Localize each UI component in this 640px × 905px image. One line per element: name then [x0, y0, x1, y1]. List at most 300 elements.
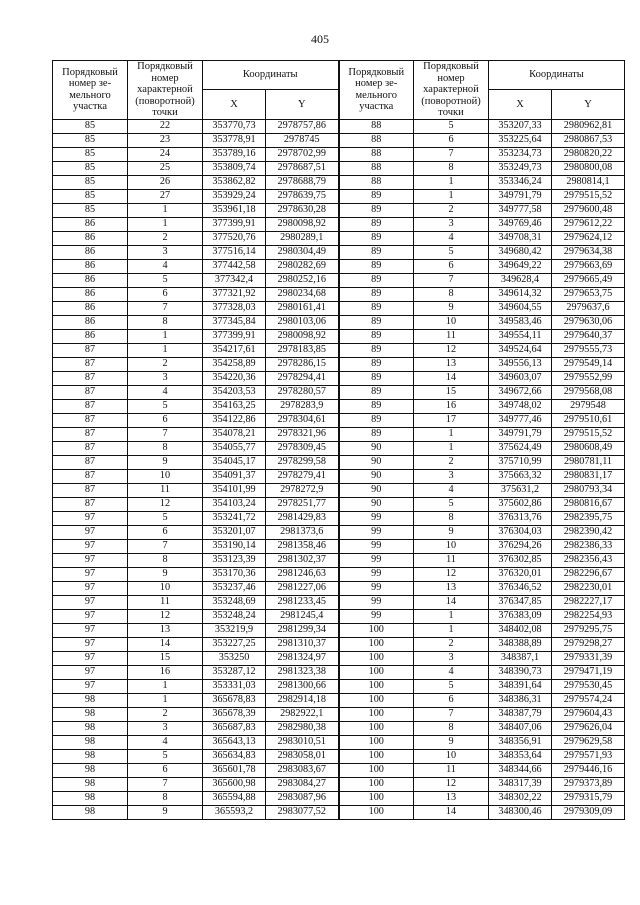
y-cell: 2982230,01 [552, 581, 625, 595]
parcel-number-cell: 100 [339, 693, 414, 707]
y-cell: 2980304,49 [266, 245, 339, 259]
point-number-cell: 8 [128, 441, 203, 455]
parcel-number-cell: 100 [339, 763, 414, 777]
point-number-cell: 1 [128, 679, 203, 693]
y-cell: 2982980,38 [266, 721, 339, 735]
x-cell: 348390,73 [489, 665, 552, 679]
y-cell: 2978272,9 [266, 483, 339, 497]
parcel-number-cell: 100 [339, 665, 414, 679]
point-number-cell: 5 [128, 511, 203, 525]
header-y: Y [266, 90, 339, 119]
y-cell: 2979604,43 [552, 707, 625, 721]
table-row [53, 427, 625, 441]
y-cell: 2979315,79 [552, 791, 625, 805]
point-number-cell: 17 [414, 413, 489, 427]
y-cell: 2980962,81 [552, 119, 625, 133]
table-row [53, 665, 625, 679]
point-number-cell: 13 [128, 623, 203, 637]
y-cell: 2979571,93 [552, 749, 625, 763]
x-cell: 365678,39 [203, 707, 266, 721]
x-cell: 376346,52 [489, 581, 552, 595]
point-number-cell: 12 [414, 777, 489, 791]
x-cell: 353170,36 [203, 567, 266, 581]
x-cell: 348387,79 [489, 707, 552, 721]
table-row [53, 511, 625, 525]
table-row [53, 399, 625, 413]
parcel-number-cell: 89 [339, 189, 414, 203]
x-cell: 353248,69 [203, 595, 266, 609]
x-cell: 353770,73 [203, 119, 266, 133]
table-row [53, 721, 625, 735]
x-cell: 353249,73 [489, 161, 552, 175]
table-row [53, 483, 625, 497]
y-cell: 2978183,85 [266, 343, 339, 357]
x-cell: 353961,18 [203, 203, 266, 217]
point-number-cell: 5 [414, 119, 489, 133]
y-cell: 2979548 [552, 399, 625, 413]
x-cell: 354055,77 [203, 441, 266, 455]
y-cell: 2979515,52 [552, 427, 625, 441]
parcel-number-cell: 87 [53, 469, 128, 483]
table-row [53, 567, 625, 581]
x-cell: 349583,46 [489, 315, 552, 329]
parcel-number-cell: 97 [53, 595, 128, 609]
point-number-cell: 12 [128, 497, 203, 511]
x-cell: 353219,9 [203, 623, 266, 637]
point-number-cell: 1 [414, 175, 489, 189]
y-cell: 2982395,75 [552, 511, 625, 525]
x-cell: 376294,26 [489, 539, 552, 553]
x-cell: 349791,79 [489, 427, 552, 441]
parcel-number-cell: 98 [53, 805, 128, 819]
point-number-cell: 5 [128, 749, 203, 763]
y-cell: 2983010,51 [266, 735, 339, 749]
point-number-cell: 5 [128, 273, 203, 287]
point-number-cell: 1 [128, 329, 203, 343]
parcel-number-cell: 97 [53, 609, 128, 623]
point-number-cell: 4 [128, 259, 203, 273]
point-number-cell: 10 [128, 469, 203, 483]
table-row [53, 161, 625, 175]
coordinates-table [52, 60, 625, 820]
x-cell: 348391,64 [489, 679, 552, 693]
point-number-cell: 12 [414, 567, 489, 581]
x-cell: 349628,4 [489, 273, 552, 287]
table-row [53, 763, 625, 777]
y-cell: 2979663,69 [552, 259, 625, 273]
x-cell: 349556,13 [489, 357, 552, 371]
y-cell: 2979552,99 [552, 371, 625, 385]
point-number-cell: 2 [414, 455, 489, 469]
parcel-number-cell: 97 [53, 511, 128, 525]
parcel-number-cell: 85 [53, 147, 128, 161]
page-number: 405 [311, 32, 329, 46]
point-number-cell: 1 [414, 427, 489, 441]
point-number-cell: 23 [128, 133, 203, 147]
x-cell: 353862,82 [203, 175, 266, 189]
header-coordinates: Координаты [203, 61, 339, 90]
point-number-cell: 5 [414, 679, 489, 693]
parcel-number-cell: 86 [53, 273, 128, 287]
point-number-cell: 12 [414, 343, 489, 357]
x-cell: 365593,2 [203, 805, 266, 819]
x-cell: 353207,33 [489, 119, 552, 133]
parcel-number-cell: 90 [339, 469, 414, 483]
point-number-cell: 13 [414, 357, 489, 371]
y-cell: 2981299,34 [266, 623, 339, 637]
parcel-number-cell: 85 [53, 175, 128, 189]
x-cell: 349524,64 [489, 343, 552, 357]
table-row [53, 343, 625, 357]
y-cell: 2979665,49 [552, 273, 625, 287]
y-cell: 2978299,58 [266, 455, 339, 469]
x-cell: 349680,42 [489, 245, 552, 259]
table-row [53, 245, 625, 259]
parcel-number-cell: 100 [339, 623, 414, 637]
point-number-cell: 1 [128, 343, 203, 357]
table-row [53, 609, 625, 623]
x-cell: 348407,06 [489, 721, 552, 735]
y-cell: 2981246,63 [266, 567, 339, 581]
parcel-number-cell: 87 [53, 497, 128, 511]
y-cell: 2980234,68 [266, 287, 339, 301]
x-cell: 353789,16 [203, 147, 266, 161]
point-number-cell: 5 [128, 399, 203, 413]
parcel-number-cell: 97 [53, 525, 128, 539]
table-row [53, 217, 625, 231]
point-number-cell: 24 [128, 147, 203, 161]
parcel-number-cell: 100 [339, 651, 414, 665]
parcel-number-cell: 87 [53, 413, 128, 427]
x-cell: 353248,24 [203, 609, 266, 623]
y-cell: 2978639,75 [266, 189, 339, 203]
x-cell: 377516,14 [203, 245, 266, 259]
y-cell: 2979555,73 [552, 343, 625, 357]
y-cell: 2981323,38 [266, 665, 339, 679]
parcel-number-cell: 89 [339, 385, 414, 399]
point-number-cell: 3 [414, 469, 489, 483]
table-row [53, 735, 625, 749]
point-number-cell: 1 [414, 189, 489, 203]
parcel-number-cell: 99 [339, 539, 414, 553]
parcel-number-cell: 87 [53, 427, 128, 441]
parcel-number-cell: 99 [339, 595, 414, 609]
x-cell: 376302,85 [489, 553, 552, 567]
y-cell: 2982296,67 [552, 567, 625, 581]
x-cell: 349554,11 [489, 329, 552, 343]
point-number-cell: 1 [414, 609, 489, 623]
x-cell: 348356,91 [489, 735, 552, 749]
y-cell: 2979510,61 [552, 413, 625, 427]
y-cell: 2983084,27 [266, 777, 339, 791]
point-number-cell: 2 [414, 637, 489, 651]
parcel-number-cell: 87 [53, 399, 128, 413]
y-cell: 2981300,66 [266, 679, 339, 693]
y-cell: 2978757,86 [266, 119, 339, 133]
parcel-number-cell: 98 [53, 721, 128, 735]
y-cell: 2978280,57 [266, 385, 339, 399]
y-cell: 2978279,41 [266, 469, 339, 483]
parcel-number-cell: 97 [53, 623, 128, 637]
point-number-cell: 11 [414, 553, 489, 567]
parcel-number-cell: 87 [53, 455, 128, 469]
y-cell: 2979568,08 [552, 385, 625, 399]
point-number-cell: 7 [414, 273, 489, 287]
y-cell: 2980781,11 [552, 455, 625, 469]
table-row [53, 455, 625, 469]
x-cell: 354045,17 [203, 455, 266, 469]
table-row [53, 301, 625, 315]
y-cell: 2980793,34 [552, 483, 625, 497]
parcel-number-cell: 89 [339, 399, 414, 413]
y-cell: 2982254,93 [552, 609, 625, 623]
y-cell: 2980820,22 [552, 147, 625, 161]
point-number-cell: 14 [414, 371, 489, 385]
y-cell: 2983058,01 [266, 749, 339, 763]
table-row [53, 287, 625, 301]
point-number-cell: 8 [128, 315, 203, 329]
y-cell: 2981429,83 [266, 511, 339, 525]
x-cell: 354203,53 [203, 385, 266, 399]
point-number-cell: 16 [414, 399, 489, 413]
point-number-cell: 7 [128, 301, 203, 315]
x-cell: 377520,76 [203, 231, 266, 245]
y-cell: 2979549,14 [552, 357, 625, 371]
parcel-number-cell: 97 [53, 679, 128, 693]
point-number-cell: 9 [414, 735, 489, 749]
x-cell: 354220,36 [203, 371, 266, 385]
y-cell: 2978702,99 [266, 147, 339, 161]
point-number-cell: 7 [128, 539, 203, 553]
y-cell: 2980282,69 [266, 259, 339, 273]
parcel-number-cell: 97 [53, 665, 128, 679]
point-number-cell: 1 [128, 693, 203, 707]
point-number-cell: 3 [128, 245, 203, 259]
x-cell: 377342,4 [203, 273, 266, 287]
point-number-cell: 6 [414, 259, 489, 273]
table-row [53, 189, 625, 203]
x-cell: 353190,14 [203, 539, 266, 553]
x-cell: 348317,39 [489, 777, 552, 791]
parcel-number-cell: 89 [339, 203, 414, 217]
table-row [53, 357, 625, 371]
point-number-cell: 9 [414, 301, 489, 315]
x-cell: 353346,24 [489, 175, 552, 189]
parcel-number-cell: 100 [339, 637, 414, 651]
parcel-number-cell: 88 [339, 175, 414, 189]
x-cell: 375631,2 [489, 483, 552, 497]
parcel-number-cell: 85 [53, 119, 128, 133]
point-number-cell: 7 [414, 707, 489, 721]
y-cell: 2980098,92 [266, 329, 339, 343]
y-cell: 2979640,37 [552, 329, 625, 343]
x-cell: 353287,12 [203, 665, 266, 679]
parcel-number-cell: 100 [339, 735, 414, 749]
y-cell: 2979629,58 [552, 735, 625, 749]
point-number-cell: 5 [414, 497, 489, 511]
point-number-cell: 3 [414, 651, 489, 665]
x-cell: 349672,66 [489, 385, 552, 399]
x-cell: 349748,02 [489, 399, 552, 413]
point-number-cell: 14 [128, 637, 203, 651]
header-point-number: Порядковый номер характерной (поворотной) точки [414, 61, 489, 120]
x-cell: 353778,91 [203, 133, 266, 147]
point-number-cell: 8 [128, 553, 203, 567]
parcel-number-cell: 100 [339, 777, 414, 791]
x-cell: 377399,91 [203, 217, 266, 231]
point-number-cell: 1 [128, 203, 203, 217]
parcel-number-cell: 89 [339, 259, 414, 273]
y-cell: 2979637,6 [552, 301, 625, 315]
point-number-cell: 6 [128, 413, 203, 427]
point-number-cell: 6 [128, 287, 203, 301]
y-cell: 2979624,12 [552, 231, 625, 245]
x-cell: 376383,09 [489, 609, 552, 623]
y-cell: 2978745 [266, 133, 339, 147]
point-number-cell: 10 [128, 581, 203, 595]
parcel-number-cell: 86 [53, 315, 128, 329]
point-number-cell: 11 [128, 595, 203, 609]
y-cell: 2983077,52 [266, 805, 339, 819]
point-number-cell: 7 [128, 777, 203, 791]
parcel-number-cell: 100 [339, 707, 414, 721]
parcel-number-cell: 98 [53, 791, 128, 805]
point-number-cell: 12 [128, 609, 203, 623]
parcel-number-cell: 88 [339, 133, 414, 147]
x-cell: 377328,03 [203, 301, 266, 315]
y-cell: 2979612,22 [552, 217, 625, 231]
x-cell: 349603,07 [489, 371, 552, 385]
y-cell: 2980103,06 [266, 315, 339, 329]
x-cell: 353331,03 [203, 679, 266, 693]
x-cell: 375710,99 [489, 455, 552, 469]
point-number-cell: 1 [414, 441, 489, 455]
y-cell: 2979373,89 [552, 777, 625, 791]
parcel-number-cell: 88 [339, 147, 414, 161]
y-cell: 2979331,39 [552, 651, 625, 665]
point-number-cell: 11 [414, 763, 489, 777]
y-cell: 2981324,97 [266, 651, 339, 665]
point-number-cell: 9 [414, 525, 489, 539]
table-row [53, 133, 625, 147]
x-cell: 354101,99 [203, 483, 266, 497]
parcel-number-cell: 100 [339, 679, 414, 693]
parcel-number-cell: 85 [53, 203, 128, 217]
parcel-number-cell: 89 [339, 343, 414, 357]
point-number-cell: 15 [128, 651, 203, 665]
point-number-cell: 13 [414, 791, 489, 805]
x-cell: 348302,22 [489, 791, 552, 805]
y-cell: 2982922,1 [266, 707, 339, 721]
point-number-cell: 13 [414, 581, 489, 595]
point-number-cell: 14 [414, 595, 489, 609]
parcel-number-cell: 89 [339, 329, 414, 343]
header-point-number: Порядковый номер характерной (поворотной) точки [128, 61, 203, 120]
x-cell: 353201,07 [203, 525, 266, 539]
table-row [53, 441, 625, 455]
parcel-number-cell: 98 [53, 749, 128, 763]
x-cell: 365601,78 [203, 763, 266, 777]
point-number-cell: 6 [128, 763, 203, 777]
point-number-cell: 8 [414, 511, 489, 525]
y-cell: 2978251,77 [266, 497, 339, 511]
point-number-cell: 14 [414, 805, 489, 819]
y-cell: 2978283,9 [266, 399, 339, 413]
table-row [53, 637, 625, 651]
header-y: Y [552, 90, 625, 119]
point-number-cell: 3 [414, 217, 489, 231]
point-number-cell: 4 [128, 385, 203, 399]
point-number-cell: 8 [128, 791, 203, 805]
parcel-number-cell: 97 [53, 581, 128, 595]
x-cell: 365600,98 [203, 777, 266, 791]
x-cell: 376313,76 [489, 511, 552, 525]
parcel-number-cell: 86 [53, 259, 128, 273]
parcel-number-cell: 97 [53, 651, 128, 665]
parcel-number-cell: 89 [339, 413, 414, 427]
x-cell: 348402,08 [489, 623, 552, 637]
y-cell: 2982227,17 [552, 595, 625, 609]
table-row [53, 651, 625, 665]
parcel-number-cell: 88 [339, 119, 414, 133]
point-number-cell: 3 [128, 721, 203, 735]
x-cell: 365634,83 [203, 749, 266, 763]
x-cell: 349777,46 [489, 413, 552, 427]
y-cell: 2980814,1 [552, 175, 625, 189]
y-cell: 2978304,61 [266, 413, 339, 427]
parcel-number-cell: 100 [339, 805, 414, 819]
y-cell: 2978309,45 [266, 441, 339, 455]
y-cell: 2978688,79 [266, 175, 339, 189]
point-number-cell: 10 [414, 539, 489, 553]
y-cell: 2979653,75 [552, 287, 625, 301]
parcel-number-cell: 89 [339, 245, 414, 259]
table-body [53, 119, 625, 819]
parcel-number-cell: 99 [339, 581, 414, 595]
point-number-cell: 5 [414, 245, 489, 259]
x-cell: 348353,64 [489, 749, 552, 763]
x-cell: 353809,74 [203, 161, 266, 175]
y-cell: 2978687,51 [266, 161, 339, 175]
table-row [53, 147, 625, 161]
parcel-number-cell: 99 [339, 553, 414, 567]
point-number-cell: 26 [128, 175, 203, 189]
x-cell: 353237,46 [203, 581, 266, 595]
parcel-number-cell: 86 [53, 231, 128, 245]
x-cell: 348386,31 [489, 693, 552, 707]
y-cell: 2981227,06 [266, 581, 339, 595]
point-number-cell: 27 [128, 189, 203, 203]
x-cell: 349791,79 [489, 189, 552, 203]
y-cell: 2979600,48 [552, 203, 625, 217]
y-cell: 2978294,41 [266, 371, 339, 385]
y-cell: 2982356,43 [552, 553, 625, 567]
point-number-cell: 3 [128, 371, 203, 385]
parcel-number-cell: 98 [53, 735, 128, 749]
y-cell: 2979515,52 [552, 189, 625, 203]
parcel-number-cell: 100 [339, 721, 414, 735]
parcel-number-cell: 89 [339, 273, 414, 287]
x-cell: 349604,55 [489, 301, 552, 315]
parcel-number-cell: 90 [339, 441, 414, 455]
y-cell: 2983087,96 [266, 791, 339, 805]
point-number-cell: 9 [128, 567, 203, 581]
table-row [53, 329, 625, 343]
table-row [53, 581, 625, 595]
point-number-cell: 7 [414, 147, 489, 161]
y-cell: 2980098,92 [266, 217, 339, 231]
point-number-cell: 10 [414, 315, 489, 329]
